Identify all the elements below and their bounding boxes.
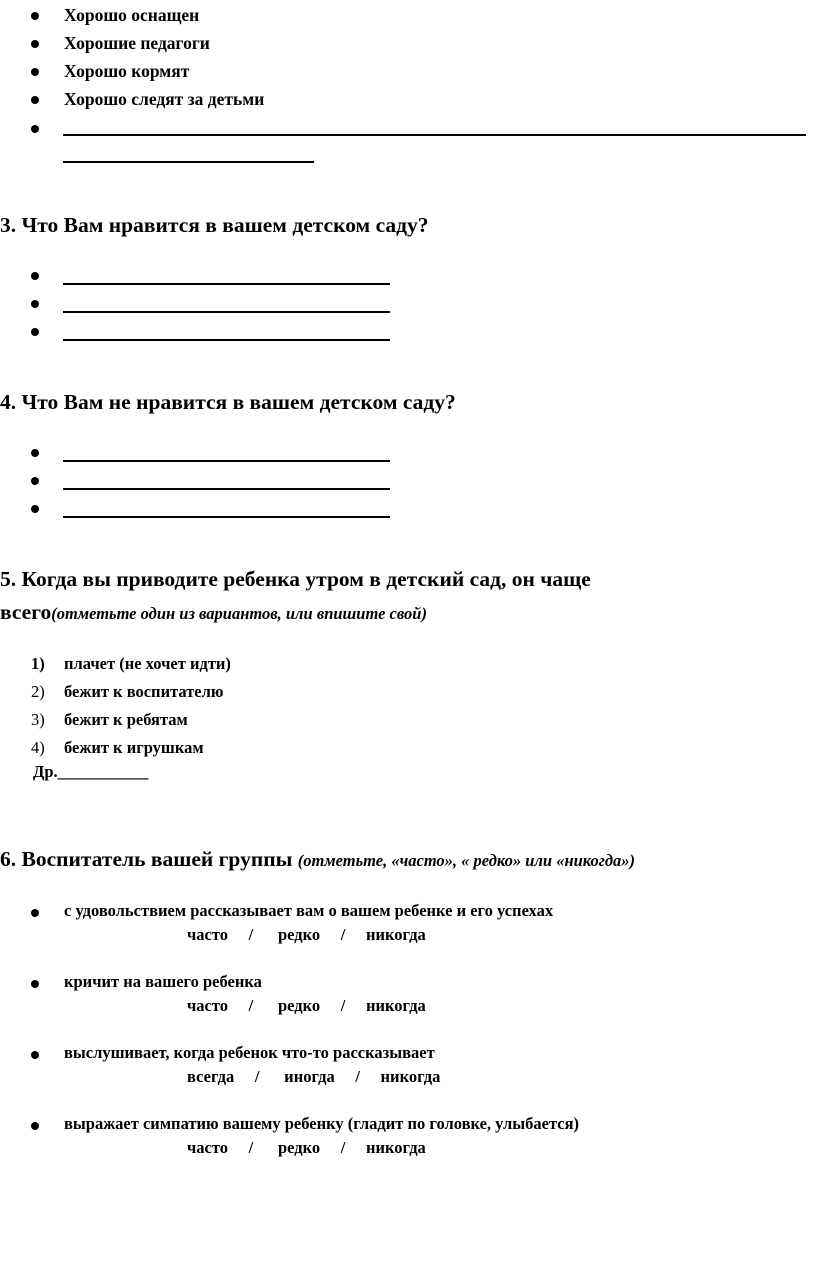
bullet-icon [31,449,39,457]
bullet-icon [31,125,39,133]
answer-line[interactable] [63,460,390,462]
list-item: Хорошие педагоги [64,33,210,53]
q6-choices[interactable]: всегда / иногда / никогда [187,1067,441,1086]
bullet-icon [31,980,39,988]
option-text[interactable]: бежит к игрушкам [64,738,204,757]
q3-title: 3. Что Вам нравится в вашем детском саду? [0,213,429,237]
q6-title-row [0,847,635,872]
answer-line[interactable] [63,488,390,490]
bullet-icon [31,505,39,513]
option-text[interactable]: плачет (не хочет идти) [64,654,231,673]
q6-statement: с удовольствием рассказывает вам о вашем ребенке и его успехах [64,901,554,920]
other-field[interactable]: Др.___________ [33,762,149,781]
q5-title: 5. Когда вы приводите ребенка утром в детский сад, он чаще [0,567,591,591]
q6-title: 6. Воспитатель вашей группы [0,847,293,871]
q5-note: (отметьте один из вариантов, или впишите свой) [51,604,427,623]
list-item: Хорошо оснащен [64,5,200,25]
bullet-icon [31,477,39,485]
option-number: 3) [31,710,45,729]
bullet-icon [31,12,39,20]
bullet-icon [31,300,39,308]
option-number: 2) [31,682,45,701]
q6-note: (отметьте, «часто», « редко» или «никогда») [297,851,636,870]
q6-choices[interactable]: часто / редко / никогда [187,996,426,1015]
bullet-icon [31,272,39,280]
q6-choices[interactable]: часто / редко / никогда [187,1138,426,1157]
option-text[interactable]: бежит к ребятам [64,710,188,729]
option-number: 4) [31,738,45,757]
q4-title: 4. Что Вам не нравится в вашем детском саду? [0,390,456,414]
bullet-icon [31,1122,39,1130]
bullet-icon [31,96,39,104]
q6-choices[interactable]: часто / редко / никогда [187,925,426,944]
bullet-icon [31,40,39,48]
answer-line[interactable] [63,339,390,341]
bullet-icon [31,328,39,336]
answer-line[interactable] [63,311,390,313]
list-item: Хорошо следят за детьми [64,89,265,109]
bullet-icon [31,68,39,76]
q6-statement: выражает симпатию вашему ребенку (гладит по головке, улыбается) [64,1114,580,1133]
option-number: 1) [31,654,45,673]
bullet-icon [31,909,39,917]
blank-line[interactable] [63,134,806,136]
answer-line[interactable] [63,516,390,518]
list-item: Хорошо кормят [64,61,190,81]
bullet-icon [31,1051,39,1059]
q5-title-cont [0,600,427,625]
blank-line[interactable] [63,161,314,163]
answer-line[interactable] [63,283,390,285]
q5-title-line2: всего [0,600,52,624]
q6-statement: выслушивает, когда ребенок что-то рассказывает [64,1043,435,1062]
q6-statement: кричит на вашего ребенка [64,972,262,991]
option-text[interactable]: бежит к воспитателю [64,682,224,701]
